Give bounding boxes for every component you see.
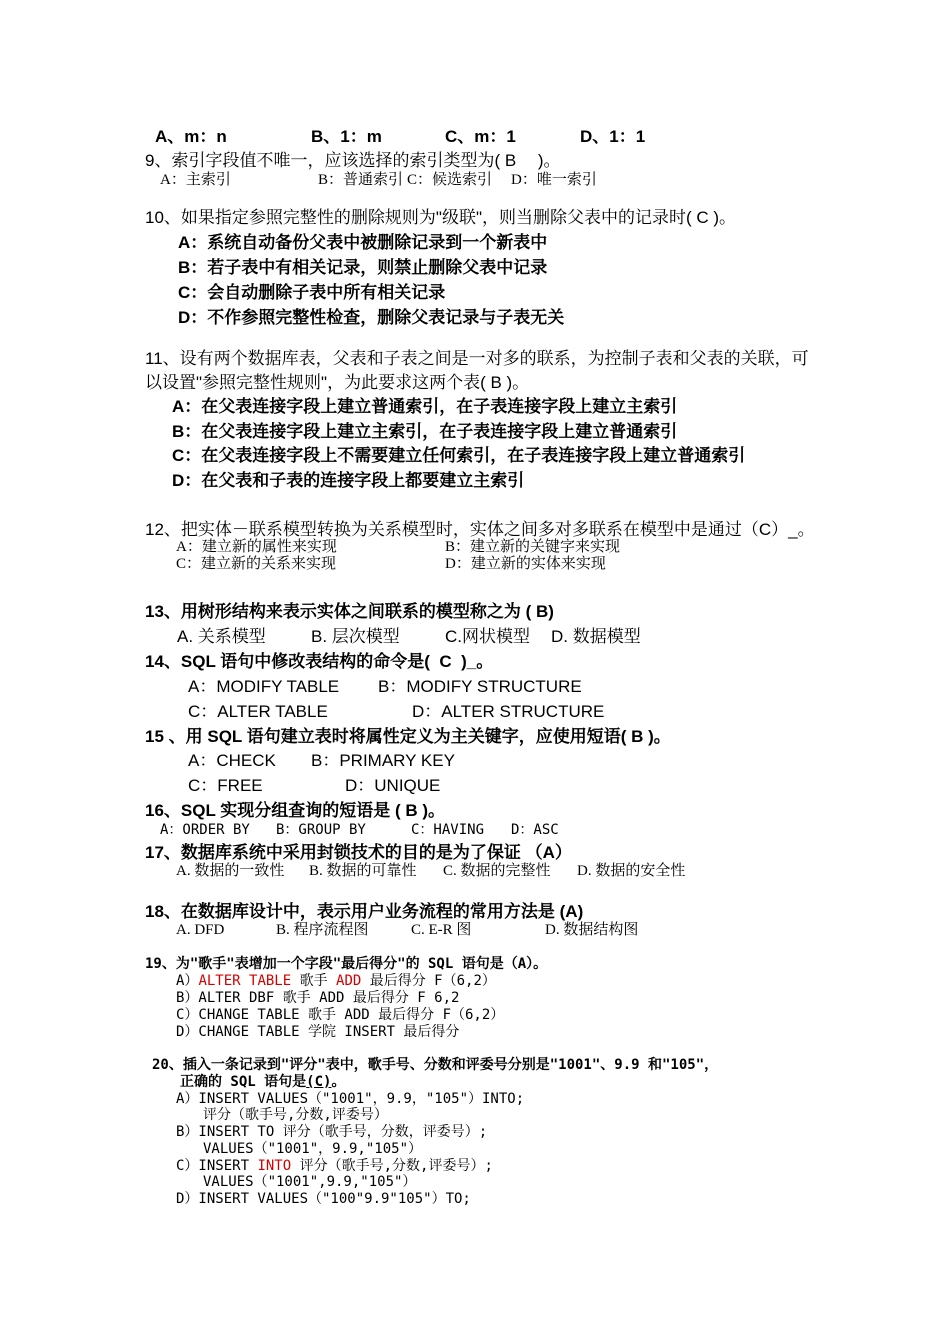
q18-option-c: C. E-R 图 bbox=[411, 922, 472, 938]
q13-option-a: A. 关系模型 bbox=[177, 627, 266, 646]
q9-question: 9、索引字段值不唯一，应该选择的索引类型为( B )。 bbox=[145, 151, 561, 170]
q8-option-c: C、m：1 bbox=[445, 127, 516, 146]
q13-question: 13、用树形结构来表示实体之间联系的模型称之为 ( B) bbox=[145, 602, 554, 621]
q20-c-keyword-into: INTO bbox=[257, 1158, 292, 1174]
q19-option-d: D）CHANGE TABLE 学院 INSERT 最后得分 bbox=[176, 1024, 460, 1040]
q12-question: 12、把实体－联系模型转换为关系模型时，实体之间多对多联系在模型中是通过（C）_。 bbox=[145, 520, 815, 539]
q14-option-a: A：MODIFY TABLE bbox=[188, 677, 340, 696]
q9-option-c: C：候选索引 bbox=[407, 172, 493, 188]
q14-option-c: C：ALTER TABLE bbox=[188, 702, 328, 721]
q15-option-d: D：UNIQUE bbox=[345, 776, 441, 795]
q12-option-d: D：建立新的实体来实现 bbox=[445, 556, 606, 572]
q20-option-d-line1: D）INSERT VALUES（"100"9.9"105"）TO; bbox=[176, 1191, 471, 1207]
q18-option-d: D. 数据结构图 bbox=[545, 922, 639, 938]
q19-a-prefix: A） bbox=[176, 973, 199, 989]
q13-option-b: B. 层次模型 bbox=[311, 627, 400, 646]
q10-option-d: D：不作参照完整性检查，删除父表记录与子表无关 bbox=[178, 308, 565, 327]
q9-option-b: B：普通索引 bbox=[318, 172, 404, 188]
q10-option-c: C：会自动删除子表中所有相关记录 bbox=[178, 283, 446, 302]
q11-option-d: D：在父表和子表的连接字段上都要建立主索引 bbox=[172, 471, 525, 490]
q20-question-line2 bbox=[180, 1075, 345, 1089]
q15-option-a: A：CHECK bbox=[188, 751, 276, 770]
q20-option-a-line2: 评分（歌手号,分数,评委号） bbox=[203, 1107, 388, 1123]
q17-option-c: C. 数据的完整性 bbox=[443, 863, 551, 879]
q17-question: 17、数据库系统中采用封锁技术的目的是为了保证 （A） bbox=[145, 843, 572, 862]
q10-option-b: B：若子表中有相关记录，则禁止删除父表中记录 bbox=[178, 258, 548, 277]
q15-option-c: C：FREE bbox=[188, 776, 263, 795]
q10-question: 10、如果指定参照完整性的删除规则为"级联"，则当删除父表中的记录时( C )。 bbox=[145, 208, 737, 227]
q18-question: 18、在数据库设计中，表示用户业务流程的常用方法是 (A) bbox=[145, 902, 584, 921]
q16-option-d: D：ASC bbox=[511, 822, 559, 838]
q13-option-c: C.网状模型 bbox=[445, 627, 530, 646]
q8-option-d: D、1：1 bbox=[580, 127, 646, 146]
q20-option-b-line2: VALUES（"1001"，9.9,"105"） bbox=[203, 1141, 423, 1157]
q11-option-a: A：在父表连接字段上建立普通索引，在子表连接字段上建立主索引 bbox=[172, 397, 678, 416]
q19-option-a bbox=[176, 974, 496, 988]
q15-option-b: B：PRIMARY KEY bbox=[311, 751, 455, 770]
q20-c-rest: 评分（歌手号,分数,评委号）; bbox=[291, 1158, 493, 1174]
q13-option-d: D. 数据模型 bbox=[551, 627, 641, 646]
q19-option-b: B）ALTER DBF 歌手 ADD 最后得分 F 6,2 bbox=[176, 990, 460, 1006]
q16-option-a: A：ORDER BY bbox=[160, 822, 250, 838]
q12-option-b: B：建立新的关键字来实现 bbox=[445, 539, 621, 555]
q16-question: 16、SQL 实现分组查询的短语是 ( B )。 bbox=[145, 801, 446, 820]
q15-question: 15 、用 SQL 语句建立表时将属性定义为主关键字，应使用短语( B )。 bbox=[145, 727, 671, 746]
q19-a-rest: 最后得分 F（6,2） bbox=[361, 973, 496, 989]
q20-line2-prefix: 正确的 SQL 语句是 bbox=[180, 1074, 307, 1090]
q11-question-line2: 以设置"参照完整性规则"，为此要求这两个表( B )。 bbox=[145, 373, 530, 392]
q14-question: 14、SQL 语句中修改表结构的命令是( C )_。 bbox=[145, 652, 494, 671]
q19-a-keyword-alter: ALTER TABLE bbox=[198, 973, 292, 989]
q16-option-b: B：GROUP BY bbox=[276, 822, 366, 838]
q10-option-a: A：系统自动备份父表中被删除记录到一个新表中 bbox=[178, 233, 548, 252]
q18-option-b: B. 程序流程图 bbox=[276, 922, 369, 938]
q11-option-c: C：在父表连接字段上不需要建立任何索引，在子表连接字段上建立普通索引 bbox=[172, 446, 746, 465]
q20-option-c-line1 bbox=[176, 1159, 493, 1173]
q17-option-b: B. 数据的可靠性 bbox=[309, 863, 417, 879]
q14-option-b: B：MODIFY STRUCTURE bbox=[378, 677, 582, 696]
q8-option-b: B、1：m bbox=[311, 127, 382, 146]
q11-option-b: B：在父表连接字段上建立主索引，在子表连接字段上建立普通索引 bbox=[172, 422, 678, 441]
q19-a-table: 歌手 bbox=[291, 973, 337, 989]
q12-option-a: A：建立新的属性来实现 bbox=[176, 539, 337, 555]
q20-answer: (C) bbox=[306, 1074, 332, 1090]
q9-option-a: A：主索引 bbox=[160, 172, 231, 188]
q8-option-a: A、m：n bbox=[155, 127, 227, 146]
q20-c-prefix: C）INSERT bbox=[176, 1158, 258, 1174]
q11-question-line1: 11、设有两个数据库表，父表和子表之间是一对多的联系，为控制子表和父表的关联，可 bbox=[145, 349, 809, 368]
q17-option-a: A. 数据的一致性 bbox=[176, 863, 285, 879]
q16-option-c: C：HAVING bbox=[411, 822, 485, 838]
q20-line2-suffix: 。 bbox=[331, 1074, 346, 1090]
q17-option-d: D. 数据的安全性 bbox=[577, 863, 686, 879]
q20-option-a-line1: A）INSERT VALUES（"1001"，9.9，"105"）INTO; bbox=[176, 1091, 525, 1107]
q19-option-c: C）CHANGE TABLE 歌手 ADD 最后得分 F（6,2） bbox=[176, 1007, 505, 1023]
q20-option-b-line1: B）INSERT TO 评分（歌手号，分数，评委号）; bbox=[176, 1124, 488, 1140]
q14-option-d: D：ALTER STRUCTURE bbox=[412, 702, 605, 721]
q19-question: 19、为"歌手"表增加一个字段"最后得分"的 SQL 语句是（A）。 bbox=[145, 956, 548, 972]
q20-question-line1: 20、插入一条记录到"评分"表中，歌手号、分数和评委号分别是"1001"、9.9 和"105"， bbox=[152, 1057, 719, 1073]
q18-option-a: A. DFD bbox=[176, 922, 225, 938]
q20-option-c-line2: VALUES（"1001",9.9,"105"） bbox=[203, 1174, 417, 1190]
q9-option-d: D：唯一索引 bbox=[511, 172, 597, 188]
q12-option-c: C：建立新的关系来实现 bbox=[176, 556, 337, 572]
q19-a-keyword-add: ADD bbox=[336, 973, 362, 989]
